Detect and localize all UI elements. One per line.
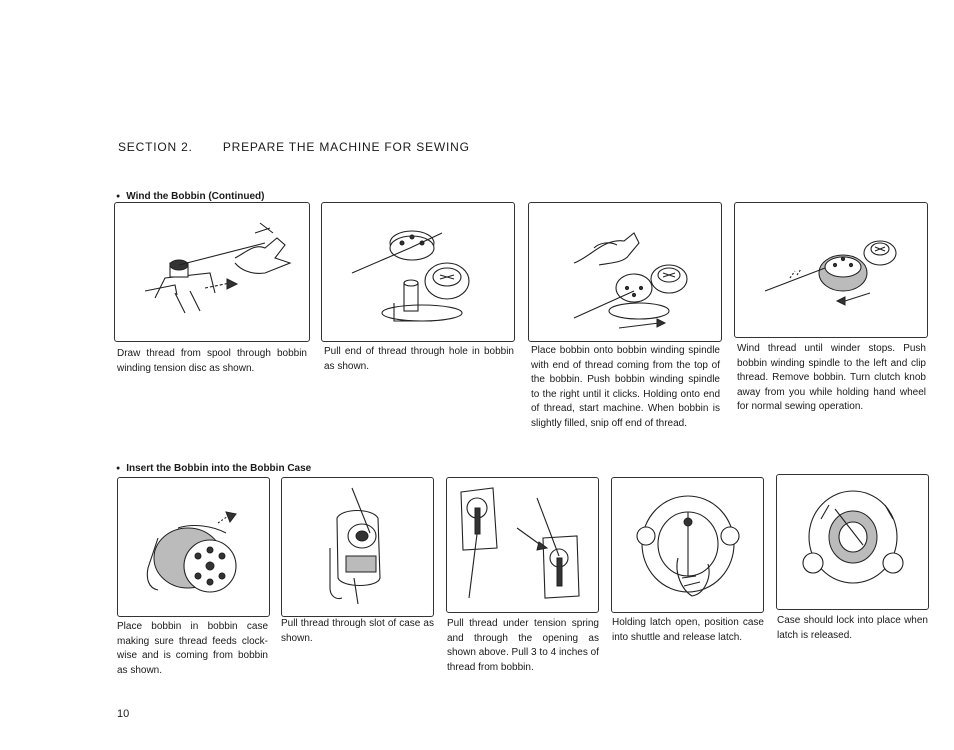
illustration-thread-slot (281, 477, 434, 617)
wind-step-3-caption: Place bobbin onto bobbin winding spindle with end of thread coming from the top of the bobbin. Push bobbin winding spindle to the right until it clicks. Holding onto end of thread, start machine. When bobbin is slightly filled, snip off end of thread. (531, 345, 720, 429)
illustration-bobbin-wound (734, 202, 928, 338)
illustration-bobbin-spindle (528, 202, 722, 342)
illustration-tension-spring (446, 477, 599, 613)
insert-bobbin-heading (116, 463, 311, 474)
bullet-icon: ● (116, 465, 121, 472)
wind-step-4-caption: Wind thread until winder stops. Push bobbin winding spindle to the left and clip thread. Remove bobbin. Turn clutch knob away from you while holding hand wheel for normal sewing operation. (737, 343, 926, 412)
insert-step-4-caption: Holding latch open, position case into shuttle and release latch. (612, 617, 764, 643)
illustration-bobbin-into-case (117, 477, 270, 617)
insert-step-2-caption: Pull thread through slot of case as shown. (281, 618, 434, 644)
illustration-tension-disc (114, 202, 310, 342)
section-heading (116, 140, 470, 154)
section-label: SECTION 2. (118, 140, 193, 154)
section-title: PREPARE THE MACHINE FOR SEWING (222, 140, 470, 154)
insert-bobbin-heading-text: Insert the Bobbin into the Bobbin Case (126, 463, 312, 474)
illustration-case-locked (776, 474, 929, 610)
illustration-bobbin-hole (321, 202, 515, 342)
insert-step-3-caption: Pull thread under tension spring and through the opening as shown above. Pull 3 to 4 inches of thread from bobbin. (447, 618, 599, 673)
illustration-case-into-shuttle (611, 477, 764, 613)
insert-step-5-caption: Case should lock into place when latch is released. (777, 615, 928, 641)
wind-bobbin-heading-text: Wind the Bobbin (Continued) (126, 191, 265, 202)
page-number: 10 (117, 708, 130, 720)
wind-step-2-caption: Pull end of thread through hole in bobbin as shown. (324, 346, 514, 372)
bullet-icon: ● (116, 193, 121, 200)
insert-step-1-caption: Place bobbin in bobbin case making sure thread feeds clock-wise and is coming from bobbin as shown. (117, 621, 268, 676)
wind-bobbin-heading (116, 191, 264, 202)
wind-step-1-caption: Draw thread from spool through bobbin winding tension disc as shown. (117, 348, 307, 374)
